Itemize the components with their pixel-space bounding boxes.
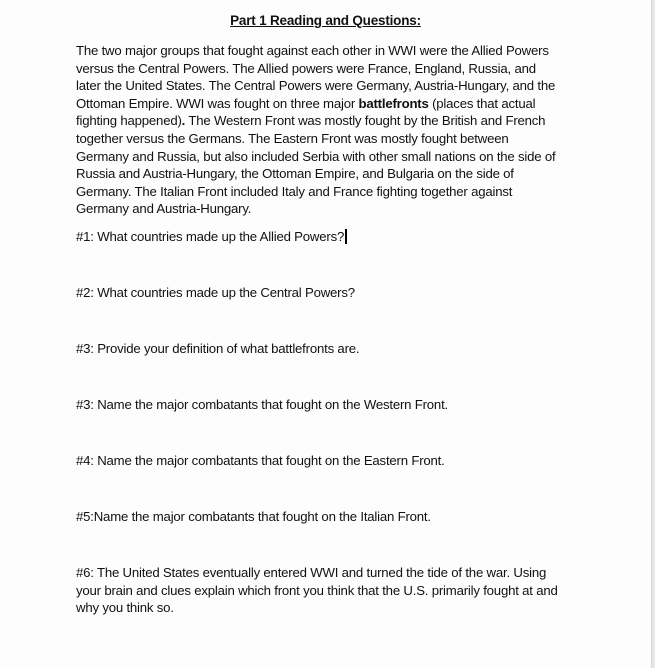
- question-6[interactable]: [76, 564, 558, 617]
- question-4[interactable]: [76, 452, 445, 470]
- question-text: #3: Provide your definition of what battlefronts are.: [76, 341, 360, 356]
- question-3[interactable]: [76, 340, 359, 358]
- question-text: #4: Name the major combatants that fought on the Eastern Front.: [76, 453, 445, 468]
- question-text: #3: Name the major combatants that fought on the Western Front.: [76, 397, 448, 412]
- question-line: #6: The United States eventually entered WWI and turned the tide of the war. Using: [76, 565, 547, 580]
- question-3b[interactable]: [76, 396, 448, 414]
- page-edge: [651, 0, 655, 668]
- question-2[interactable]: [76, 284, 355, 302]
- text: (places that actual: [428, 95, 536, 111]
- paragraph-line: [76, 112, 555, 130]
- paragraph-line: together versus the Germans. The Eastern Front was mostly fought between: [76, 130, 509, 146]
- paragraph-line: Russia and Austria-Hungary, the Ottoman Empire, and Bulgaria on the side of: [76, 166, 514, 182]
- paragraph-line: later the United States. The Central Powers were Germany, Austria-Hungary, and the: [76, 78, 556, 94]
- paragraph-line: Germany and Russia, but also included Serbia with other small nations on the side of: [76, 148, 556, 164]
- paragraph-line: The two major groups that fought against each other in WWI were the Allied Powers: [76, 43, 549, 58]
- question-text: #1: What countries made up the Allied Powers?: [76, 229, 345, 244]
- question-1[interactable]: [76, 228, 347, 246]
- paragraph-line: Germany and Austria-Hungary.: [76, 201, 252, 217]
- paragraph-line: Germany. The Italian Front included Italy and France fighting together against: [76, 183, 513, 199]
- text: The Western Front was mostly fought by the British and French: [185, 113, 546, 129]
- bold-period: .: [181, 113, 186, 129]
- page-title: Part 1 Reading and Questions:: [230, 13, 421, 28]
- reading-paragraph[interactable]: [76, 42, 555, 218]
- question-text: #2: What countries made up the Central Powers?: [76, 285, 355, 300]
- question-5[interactable]: [76, 508, 431, 526]
- text: Ottoman Empire. WWI was fought on three major: [76, 95, 359, 111]
- text-cursor: [345, 229, 347, 244]
- question-line: your brain and clues explain which front you think that the U.S. primarily fought at and: [76, 582, 558, 598]
- text: fighting happened): [76, 113, 182, 129]
- bold-term: battlefronts: [358, 95, 429, 111]
- paragraph-line: versus the Central Powers. The Allied powers were France, England, Russia, and: [76, 60, 536, 76]
- paragraph-line: [76, 95, 555, 113]
- question-line: why you think so.: [76, 600, 174, 616]
- question-text: #5:Name the major combatants that fought on the Italian Front.: [76, 509, 431, 524]
